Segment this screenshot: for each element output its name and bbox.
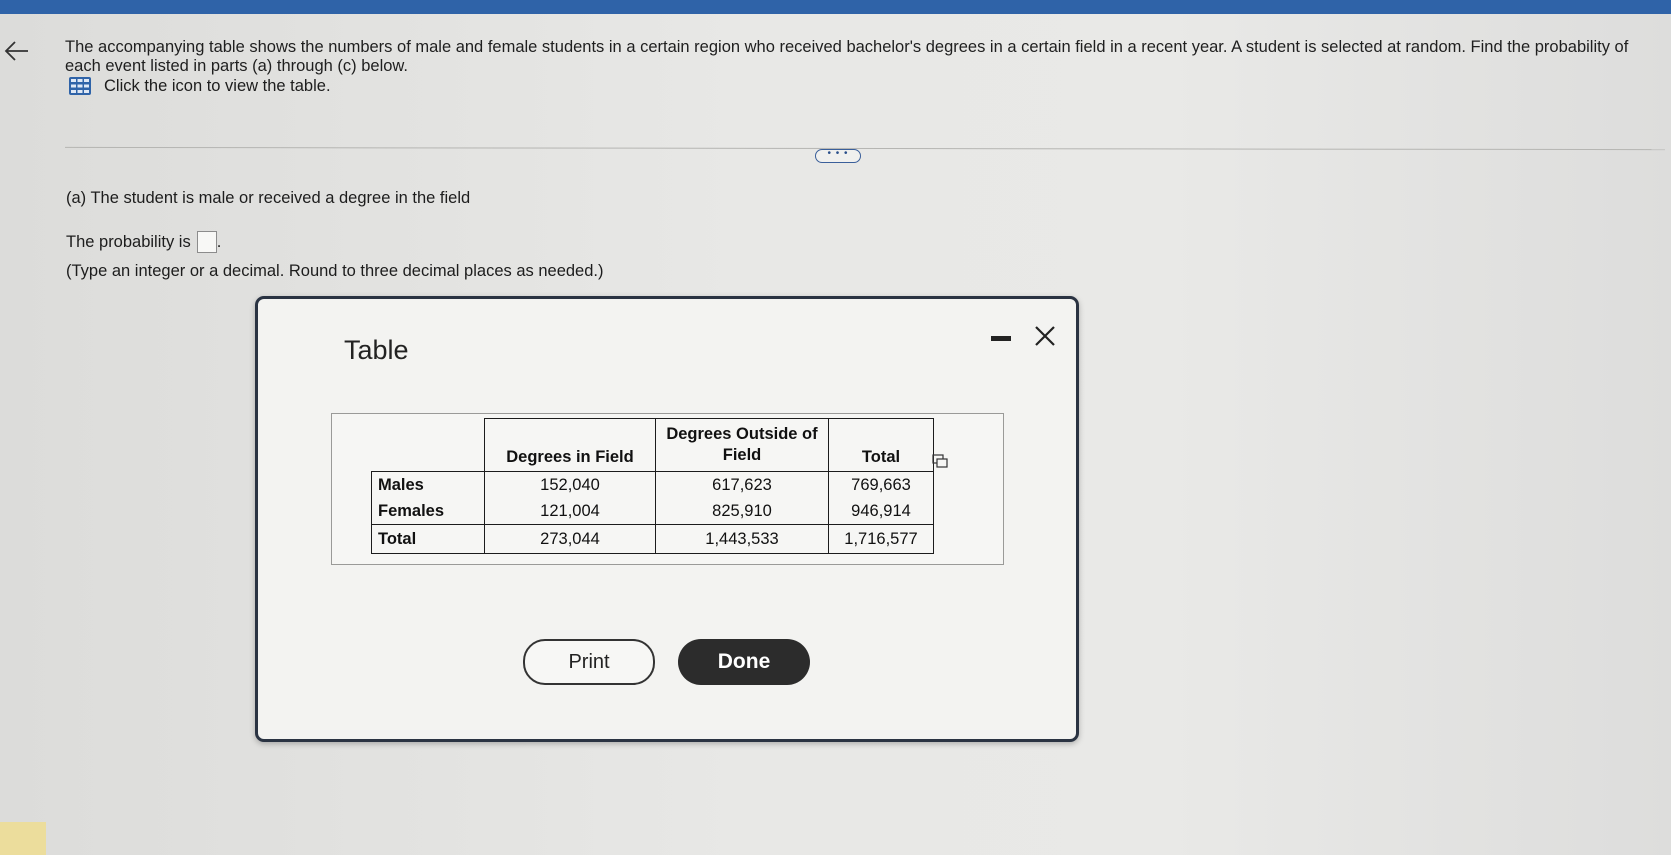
period: . (216, 232, 222, 251)
minimize-icon[interactable] (991, 336, 1011, 341)
cell-females-in-field: 121,004 (485, 498, 656, 525)
view-table-link[interactable] (68, 76, 331, 96)
answer-hint: (Type an integer or a decimal. Round to three decimal places as needed.) (66, 262, 604, 280)
probability-label: The probability is (66, 232, 191, 251)
close-icon[interactable] (1030, 321, 1060, 351)
row-label-females: Females (372, 498, 485, 525)
done-button[interactable]: Done (678, 639, 810, 685)
table-grid-icon[interactable] (68, 76, 92, 96)
more-options-button[interactable] (815, 149, 861, 163)
cell-total-outside-field: 1,443,533 (656, 525, 829, 554)
header-degrees-in-field: Degrees in Field (485, 419, 656, 472)
cell-males-total: 769,663 (829, 472, 934, 499)
cell-males-in-field: 152,040 (485, 472, 656, 499)
cell-total-in-field: 273,044 (485, 525, 656, 554)
back-arrow-icon[interactable] (2, 36, 32, 66)
table-row (372, 472, 934, 499)
table-row (372, 525, 934, 554)
cell-males-outside-field: 617,623 (656, 472, 829, 499)
header-degrees-outside-field: Degrees Outside of Field (656, 419, 829, 472)
cell-females-total: 946,914 (829, 498, 934, 525)
table-frame (331, 413, 1004, 565)
row-label-males: Males (372, 472, 485, 499)
print-button[interactable]: Print (523, 639, 655, 685)
table-header-row (372, 419, 934, 472)
modal-title: Table (344, 335, 409, 365)
top-bar (0, 0, 1671, 14)
answer-input[interactable] (197, 231, 217, 253)
row-label-total: Total (372, 525, 485, 554)
data-table (371, 418, 934, 554)
probability-line (66, 231, 221, 253)
cell-females-outside-field: 825,910 (656, 498, 829, 525)
table-corner (372, 419, 485, 472)
sidebar-indicator (0, 822, 46, 855)
cell-grand-total: 1,716,577 (829, 525, 934, 554)
part-a-prompt: (a) The student is male or received a degree in the field (66, 189, 471, 207)
header-total: Total (829, 419, 934, 472)
view-table-text[interactable]: Click the icon to view the table. (104, 76, 331, 95)
table-row (372, 498, 934, 525)
more-dots: • • • (827, 148, 849, 159)
copy-icon[interactable] (932, 454, 948, 468)
question-intro: The accompanying table shows the numbers of male and female students in a certain region who received bachelor's degrees in a certain field in a recent year. A student is selected at random. Find the probability of each event listed in parts (a) through (c) below. (65, 38, 1629, 75)
table-modal (255, 296, 1079, 742)
